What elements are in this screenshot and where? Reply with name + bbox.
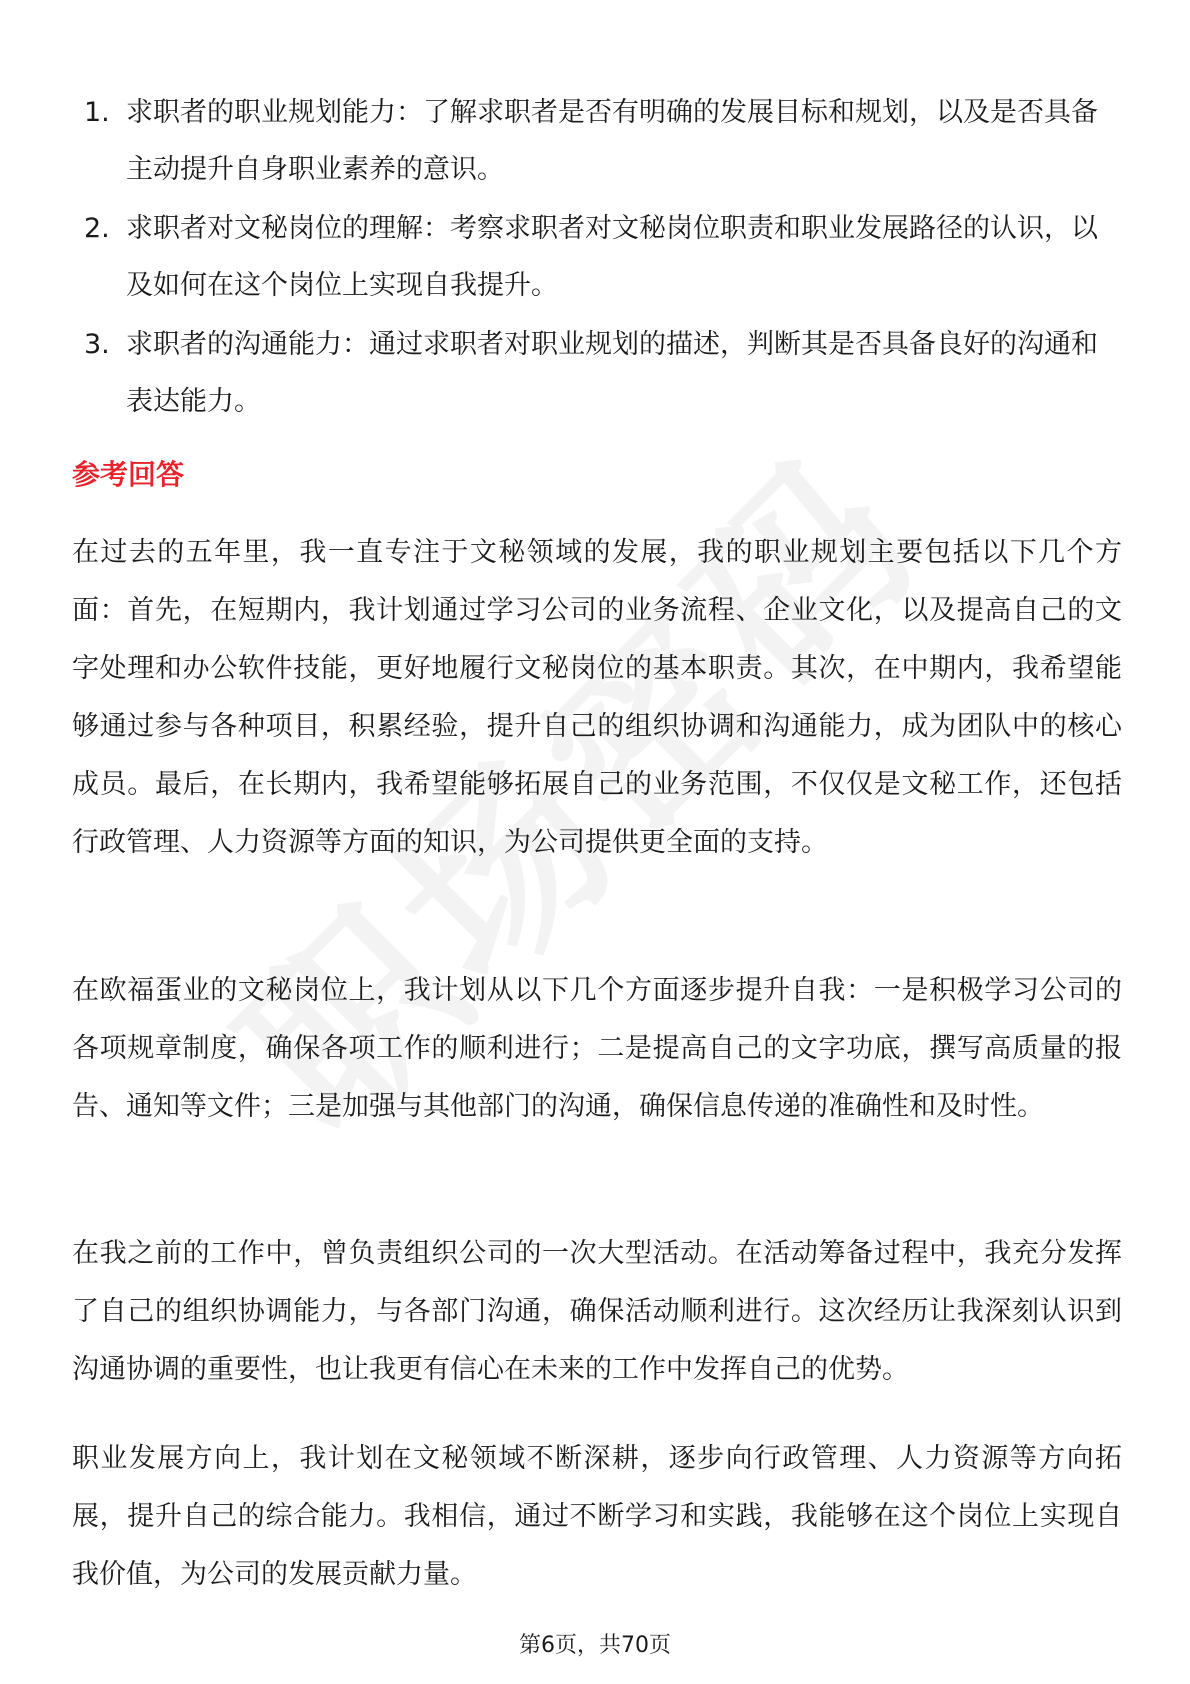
list-item-number: 1. — [84, 97, 110, 128]
list-item — [72, 316, 1122, 430]
reference-answer-heading: 参考回答 — [72, 458, 185, 491]
answer-paragraph: 在过去的五年里，我一直专注于文秘领域的发展，我的职业规划主要包括以下几个方面：首先，在短期内，我计划通过学习公司的业务流程、企业文化，以及提高自己的文字处理和办公软件技能，更好地履行文秘岗位的基本职责。其次，在中期内，我希望能够通过参与各种项目，积累经验，提升自己的组织协调和沟通能力，成为团队中的核心成员。最后，在长期内，我希望能够拓展自己的业务范围，不仅仅是文秘工作，还包括行政管理、人力资源等方面的知识，为公司提供更全面的支持。 — [72, 537, 1122, 858]
answer-paragraph: 在我之前的工作中，曾负责组织公司的一次大型活动。在活动筹备过程中，我充分发挥了自己的组织协调能力，与各部门沟通，确保活动顺利进行。这次经历让我深刻认识到沟通协调的重要性，也让我更有信心在未来的工作中发挥自己的优势。 — [72, 1238, 1122, 1385]
list-item-text: 求职者的职业规划能力：了解求职者是否有明确的发展目标和规划，以及是否具备主动提升自身职业素养的意识。 — [126, 97, 1098, 185]
page-indicator: 第6页，共70页 — [519, 1633, 671, 1658]
list-item-text: 求职者的沟通能力：通过求职者对职业规划的描述，判断其是否具备良好的沟通和表达能力。 — [126, 329, 1098, 417]
answer-paragraph: 在欧福蛋业的文秘岗位上，我计划从以下几个方面逐步提升自我：一是积极学习公司的各项规章制度，确保各项工作的顺利进行；二是提高自己的文字功底，撰写高质量的报告、通知等文件；三是加强与其他部门的沟通，确保信息传递的准确性和及时性。 — [72, 975, 1122, 1122]
page-footer — [0, 1630, 1190, 1662]
answer-paragraph: 职业发展方向上，我计划在文秘领域不断深耕，逐步向行政管理、人力资源等方向拓展，提升自己的综合能力。我相信，通过不断学习和实践，我能够在这个岗位上实现自我价值，为公司的发展贡献力量。 — [72, 1443, 1122, 1590]
list-item — [72, 84, 1122, 198]
list-item-text: 求职者对文秘岗位的理解：考察求职者对文秘岗位职责和职业发展路径的认识，以及如何在这个岗位上实现自我提升。 — [126, 213, 1098, 301]
evaluation-criteria-list — [72, 84, 1122, 432]
list-item-number: 3. — [84, 329, 110, 360]
list-item — [72, 200, 1122, 314]
list-item-number: 2. — [84, 213, 110, 244]
